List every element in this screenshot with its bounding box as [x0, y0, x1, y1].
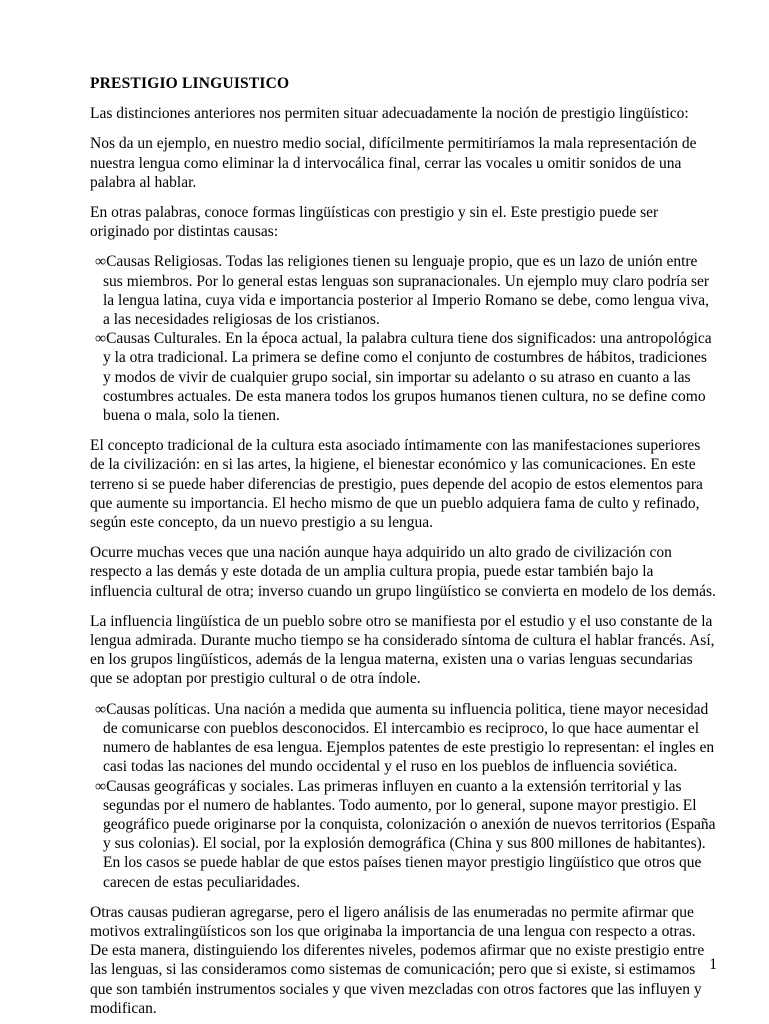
infinity-bullet-icon: ∞	[95, 777, 107, 795]
list-item-text: Causas geográficas y sociales. Las primeras influyen en cuanto a la extensión territorial y las segundas por el numero de hablantes. Todo aumento, por lo general, supone mayor prestigio. El geográfico puede originarse por la conquista, colonización o anexión de nuevos territorios (España y sus colonias). El social, por la explosión demográfica (China y sus 800 millones de habitantes). En los casos se puede hablar de que estos países tienen mayor prestigio lingüístico que otros que carecen de estas peculiaridades.	[103, 777, 716, 891]
paragraph-ocurre-muchas-veces: Ocurre muchas veces que una nación aunque haya adquirido un alto grado de civilización con respecto a las demás y este dotada de un amplia cultura propia, puede estar también bajo la influencia cultural de otra; inverso cuando un grupo lingüístico se convierta en modelo de los demás.	[90, 544, 716, 600]
document-body	[90, 74, 717, 1024]
infinity-bullet-icon: ∞	[95, 253, 107, 271]
bullet-list-causes-1	[90, 252, 717, 425]
page-footer	[90, 955, 717, 974]
paragraph-concepto-tradicional: El concepto tradicional de la cultura esta asociado íntimamente con las manifestaciones superiores de la civilización: en si las artes, la higiene, el bienestar económico y las comunicaciones. En este terreno si se puede haber diferencias de prestigio, pues depende del acopio de estos elementos para que aumente su importancia. El hecho mismo de que un pueblo adquiera fama de culto y refinado, según este concepto, da un nuevo prestigio a su lengua.	[90, 437, 703, 532]
infinity-bullet-icon: ∞	[95, 700, 107, 718]
document-title: PRESTIGIO LINGUISTICO	[90, 75, 290, 92]
list-item-causas-culturales	[90, 329, 717, 425]
infinity-bullet-icon: ∞	[95, 330, 107, 348]
paragraph-conclusion: Otras causas pudieran agregarse, pero el ligero análisis de las enumeradas no permite afirmar que motivos extralingüísticos son los que originaba la importancia de una lengua con respecto a otras. De esta manera, distinguiendo los diferentes niveles, podemos afirmar que no existe prestigio entre las lenguas, si las consideramos como sistemas de comunicación; pero que si existe, si estimamos que son también instrumentos sociales y que viven mezcladas con otros factores que las influyen y modifican.	[90, 903, 705, 1017]
bullet-list-causes-2	[90, 700, 717, 892]
page-number: 1	[709, 956, 717, 973]
list-item-causas-religiosas	[90, 252, 717, 329]
list-item-causas-geograficas-sociales	[90, 777, 717, 892]
list-item-text: Causas Religiosas. Todas las religiones tienen su lenguaje propio, que es un lazo de unión entre sus miembros. Por lo general estas lenguas son supranacionales. Un ejemplo muy claro podría ser la lengua latina, cuya vida e importancia posterior al Imperio Romano se debe, como lengua viva, a las necesidades religiosas de los cristianos.	[103, 253, 710, 329]
paragraph-influencia-linguistica: La influencia lingüística de un pueblo sobre otro se manifiesta por el estudio y el uso constante de la lengua admirada. Durante mucho tiempo se ha considerado síntoma de cultura el hablar francés. Así, en los grupos lingüísticos, además de la lengua materna, existen una o varias lenguas secundarias que se adoptan por prestigio cultural o de otra índole.	[90, 612, 715, 688]
list-item-text: Causas políticas. Una nación a medida que aumenta su influencia politica, tiene mayor necesidad de comunicarse con pueblos desconocidos. El intercambio es reciproco, lo que hace aumentar el numero de hablantes de esa lengua. Ejemplos patentes de este prestigio lo representan: el ingles en casi todas las naciones del mundo occidental y el ruso en los pueblos de influencia soviética.	[103, 700, 715, 776]
list-item-causas-politicas	[90, 700, 717, 777]
paragraph-causes-lead: En otras palabras, conoce formas lingüísticas con prestigio y sin el. Este prestigio puede ser originado por distintas causas:	[90, 204, 659, 241]
paragraph-intro: Las distinciones anteriores nos permiten situar adecuadamente la noción de prestigio lingüístico:	[90, 105, 689, 123]
list-item-text: Causas Culturales. En la época actual, la palabra cultura tiene dos significados: una antropológica y la otra tradicional. La primera se define como el conjunto de costumbres de hábitos, tradiciones y modos de vivir de cualquier grupo social, sin importar su adelanto o su atraso en cuanto a las costumbres actuales. De esta manera todos los grupos humanos tienen cultura, no se define como buena o mala, solo la tienen.	[103, 330, 712, 425]
paragraph-example: Nos da un ejemplo, en nuestro medio social, difícilmente permitiríamos la mala representación de nuestra lengua como eliminar la d intervocálica final, cerrar las vocales u omitir sonidos de una palabra al hablar.	[90, 135, 697, 191]
